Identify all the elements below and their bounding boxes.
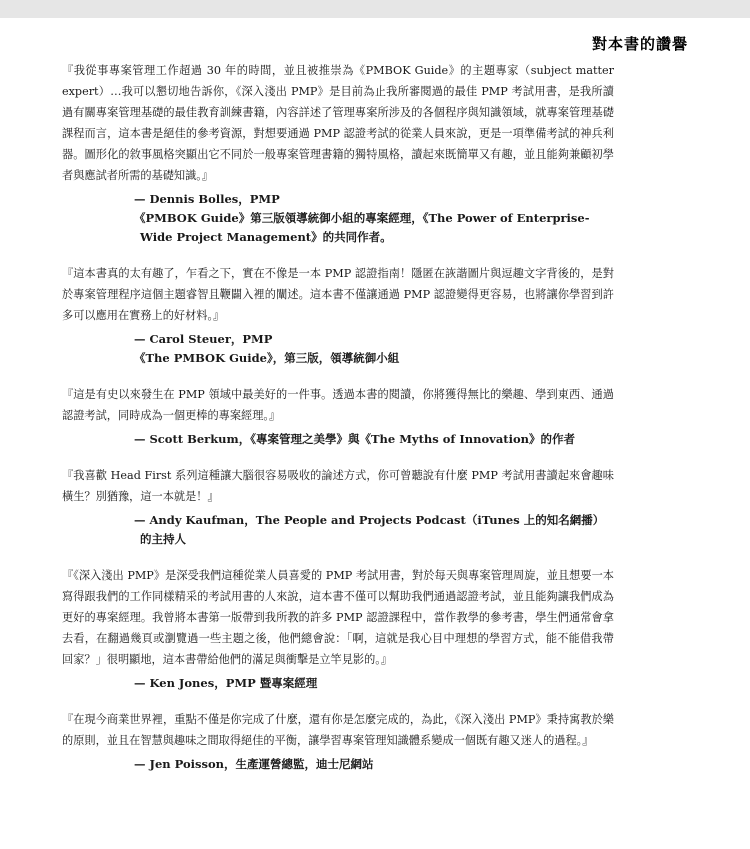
- testimonial-quote: 『這本書真的太有趣了，乍看之下，實在不像是一本 PMP 認證指南！隱匿在詼諧圖片與逗趣文字背後的，是對於專案管理程序這個主題睿智且鞭闢入裡的闡述。這本書不僅讓通過 PMP 認證變得更容易，也將讓你學習到許多可以應用在實務上的好材料。』: [62, 267, 614, 322]
- testimonial-attribution: [62, 511, 614, 549]
- testimonial-2: [62, 263, 614, 368]
- testimonial-attribution: [62, 674, 614, 693]
- testimonial-quote: 『我喜歡 Head First 系列這種讓大腦很容易吸收的論述方式，你可曾聽說有什麼 PMP 考試用書讀起來會趣味橫生？別猶豫，這一本就是！』: [62, 469, 614, 503]
- testimonial-quote: 『這是有史以來發生在 PMP 領域中最美好的一件事。透過本書的閱讀，你將獲得無比的樂趣、學到東西、通過認證考試，同時成為一個更棒的專案經理。』: [62, 388, 614, 422]
- attribution-line: Wide Project Management》的共同作者。: [140, 230, 392, 244]
- attribution-line: — Dennis Bolles，PMP: [134, 192, 280, 206]
- testimonial-3: [62, 384, 614, 449]
- testimonial-5: [62, 565, 614, 693]
- attribution-line: 的主持人: [140, 532, 186, 546]
- attribution-line: 《PMBOK Guide》第三版領導統御小組的專案經理，《The Power of Enterprise-: [134, 211, 590, 225]
- attribution-line: — Carol Steuer，PMP: [134, 332, 273, 346]
- attribution-line: 《The PMBOK Guide》，第三版，領導統御小組: [134, 351, 400, 365]
- testimonial-attribution: [62, 755, 614, 774]
- attribution-line: — Ken Jones，PMP 暨專案經理: [134, 676, 318, 690]
- testimonial-6: [62, 709, 614, 774]
- testimonials-list: [62, 60, 614, 790]
- top-band: [0, 0, 750, 18]
- testimonial-quote: 『《深入淺出 PMP》是深受我們這種從業人員喜愛的 PMP 考試用書，對於每天與專案管理周旋，並且想要一本寫得跟我們的工作同樣精采的考試用書的人來說，這本書不僅可以幫助我們通過認證考試，並且能夠讓我們成為更好的專案經理。我曾將本書第一版帶到我所教的許多 PMP 認證課程中，當作教學的參考書，學生們通常會拿去看，在翻過幾頁或瀏覽過一些主題之後，他們總會說：「啊，這就是我心目中理想的學習方式，能不能借我帶回家？」很明顯地，這本書帶給他們的滿足與衝擊是立竿見影的。』: [62, 569, 614, 666]
- page-title: 對本書的讚譽: [591, 35, 688, 53]
- testimonial-4: [62, 465, 614, 549]
- testimonial-1: [62, 60, 614, 247]
- testimonial-quote: 『在現今商業世界裡，重點不僅是你完成了什麼，還有你是怎麼完成的，為此，《深入淺出 PMP》秉持寓教於樂的原則，並且在智慧與趣味之間取得絕佳的平衡，讓學習專案管理知識體系變成一個既有趣又迷人的過程。』: [62, 713, 614, 747]
- testimonial-attribution: [62, 430, 614, 449]
- testimonial-quote: 『我從事專案管理工作超過 30 年的時間，並且被推崇為《PMBOK Guide》的主題專家（subject matter expert）…我可以懇切地告訴你，《深入淺出 PMP》是目前為止我所審閱過的最佳 PMP 考試用書，是我所讀過有關專案管理基礎的最佳教育訓練書籍，內容詳述了管理專案所涉及的各個程序與知識領域，就專案管理基礎課程而言，這本書是絕佳的參考資源，對想要通過 PMP 認證考試的從業人員來說，更是一項準備考試的神兵利器。圖形化的敘事風格突顯出它不同於一般專案管理書籍的獨特風格，讀起來既簡單又有趣，並且能夠兼顧初學者與應試者所需的基礎知識。』: [62, 64, 614, 182]
- testimonial-attribution: [62, 330, 614, 368]
- attribution-line: — Jen Poisson，生產運營總監，迪士尼網站: [134, 757, 374, 771]
- testimonial-attribution: [62, 190, 614, 247]
- attribution-line: — Scott Berkum，《專案管理之美學》與《The Myths of Innovation》的作者: [134, 432, 575, 446]
- attribution-line: — Andy Kaufman，The People and Projects Podcast（iTunes 上的知名網播）: [134, 513, 605, 527]
